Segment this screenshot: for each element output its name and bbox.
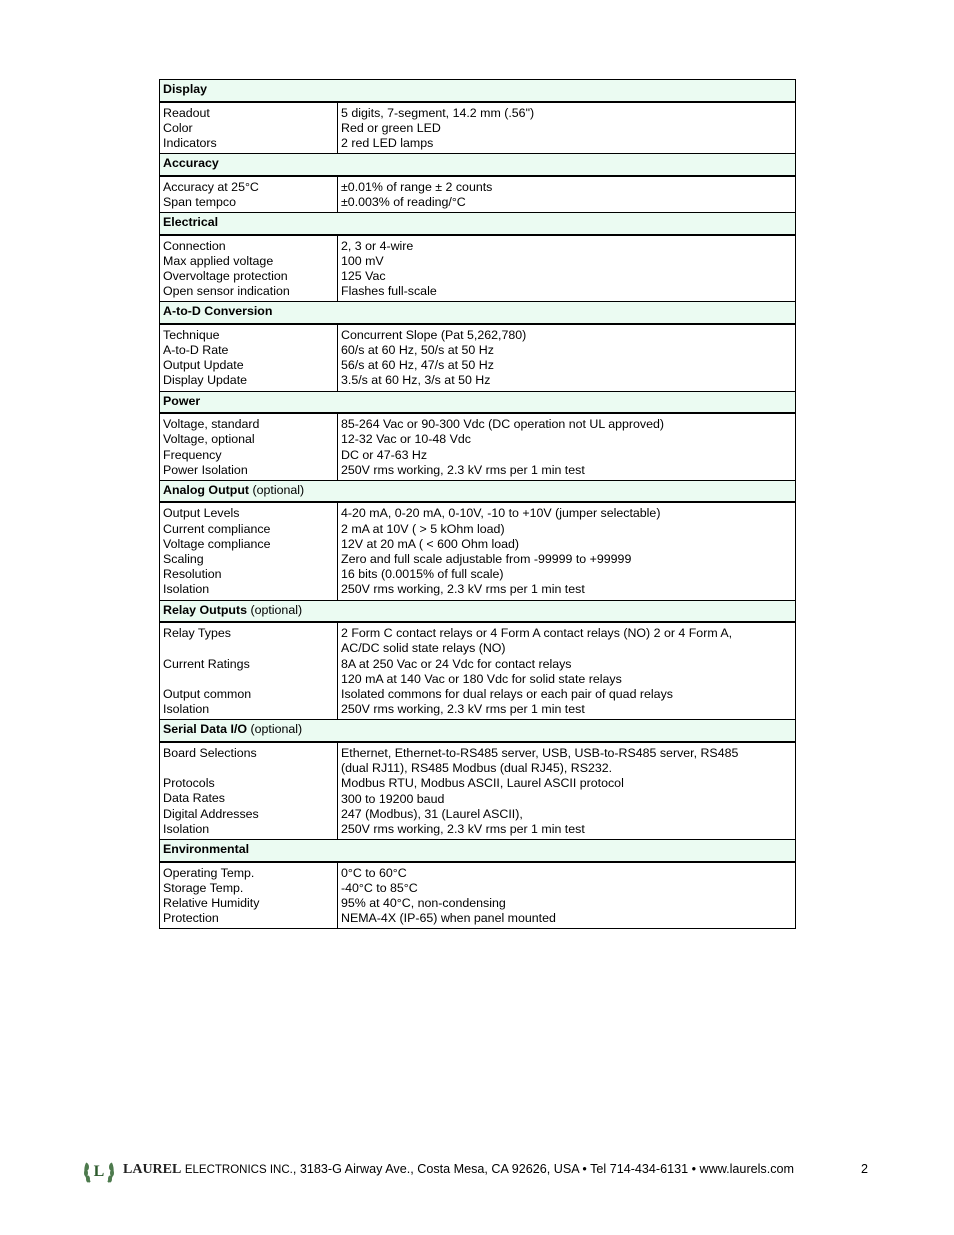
spec-value: 250V rms working, 2.3 kV rms per 1 min test <box>341 582 585 597</box>
spec-value: -40°C to 85°C <box>341 880 418 895</box>
section-title: Power <box>163 393 201 408</box>
spec-value: 120 mA at 140 Vac or 180 Vdc for solid state relays <box>341 671 622 686</box>
section-header <box>160 391 796 413</box>
spec-label: Current compliance <box>163 521 271 536</box>
spec-labels-cell <box>160 862 338 929</box>
page-number: 2 <box>861 1162 869 1176</box>
spec-value: 5 digits, 7-segment, 14.2 mm (.56") <box>341 105 535 120</box>
spec-value: 250V rms working, 2.3 kV rms per 1 min test <box>341 702 585 717</box>
spec-label: Indicators <box>163 135 217 150</box>
spec-value: 3.5/s at 60 Hz, 3/s at 50 Hz <box>341 373 491 388</box>
section-header <box>160 154 796 176</box>
footer-address: , 3183-G Airway Ave., Costa Mesa, CA 92626, USA • Tel 714-434-6131 • www.laurels.com <box>292 1162 795 1176</box>
section-header <box>160 840 796 862</box>
spec-labels-cell <box>160 502 338 600</box>
spec-label: Span tempco <box>163 194 237 209</box>
spec-label: Voltage, optional <box>163 432 255 447</box>
section-header <box>160 302 796 324</box>
section-note: (optional) <box>247 602 303 617</box>
spec-value: 8A at 250 Vac or 24 Vdc for contact relays <box>341 656 572 671</box>
section-title: Accuracy <box>163 156 219 171</box>
section-header-row <box>160 213 796 235</box>
section-header-row <box>160 840 796 862</box>
spec-label: Digital Addresses <box>163 806 259 821</box>
spec-values-cell <box>338 324 796 391</box>
spec-value: 12-32 Vac or 10-48 Vdc <box>341 432 471 447</box>
spec-value: 56/s at 60 Hz, 47/s at 50 Hz <box>341 358 494 373</box>
spec-value: ±0.01% of range ± 2 counts <box>341 179 493 194</box>
spec-value: Flashes full-scale <box>341 284 437 299</box>
spec-values-cell <box>338 862 796 929</box>
spec-label: Output Levels <box>163 506 240 521</box>
spec-value: 4-20 mA, 0-20 mA, 0-10V, -10 to +10V (jumper selectable) <box>341 506 661 521</box>
spec-value: Zero and full scale adjustable from -99999 to +99999 <box>341 552 632 567</box>
spec-value: 2, 3 or 4-wire <box>341 238 414 253</box>
section-header-row <box>160 480 796 502</box>
section-header-row <box>160 600 796 622</box>
spec-value: 2 red LED lamps <box>341 135 434 150</box>
spec-label: Display Update <box>163 373 248 388</box>
section-note: (optional) <box>249 482 305 497</box>
spec-values-cell <box>338 235 796 302</box>
section-header-row <box>160 391 796 413</box>
footer-brand-suffix: ELECTRONICS INC. <box>184 1164 293 1176</box>
section-header <box>160 720 796 742</box>
spec-value: 250V rms working, 2.3 kV rms per 1 min test <box>341 462 585 477</box>
spec-labels-cell <box>160 324 338 391</box>
spec-value: Red or green LED <box>341 120 441 135</box>
spec-value: 247 (Modbus), 31 (Laurel ASCII), <box>341 806 523 821</box>
spec-value: (dual RJ11), RS485 Modbus (dual RJ45), RS232. <box>341 761 613 776</box>
section-title: A-to-D Conversion <box>163 304 273 319</box>
spec-label: Power Isolation <box>163 462 248 477</box>
spec-label: Operating Temp. <box>163 865 255 880</box>
spec-values-cell <box>338 176 796 213</box>
section-header-row <box>160 80 796 102</box>
specifications-body <box>160 80 796 929</box>
spec-label: Data Rates <box>163 791 225 806</box>
spec-label: Relative Humidity <box>163 896 260 911</box>
spec-label: Readout <box>163 105 210 120</box>
spec-label: Board Selections <box>163 745 257 760</box>
spec-label <box>163 641 334 656</box>
spec-value: 2 mA at 10V ( > 5 kOhm load) <box>341 521 505 536</box>
spec-value: 100 mV <box>341 253 384 268</box>
spec-label: Frequency <box>163 447 222 462</box>
spec-values-cell <box>338 102 796 154</box>
spec-values-cell <box>338 742 796 840</box>
spec-value: 0°C to 60°C <box>341 865 407 880</box>
spec-label: Open sensor indication <box>163 284 290 299</box>
section-header <box>160 80 796 102</box>
spec-label: Accuracy at 25°C <box>163 179 259 194</box>
page-footer <box>82 1155 882 1187</box>
spec-values-cell <box>338 622 796 720</box>
section-body-row <box>160 413 796 480</box>
spec-value: 95% at 40°C, non-condensing <box>341 896 506 911</box>
spec-value: Isolated commons for dual relays or each pair of quad relays <box>341 686 673 701</box>
spec-value: 85-264 Vac or 90-300 Vdc (DC operation not UL approved) <box>341 417 665 432</box>
spec-value: Ethernet, Ethernet-to-RS485 server, USB, USB-to-RS485 server, RS485 <box>341 745 739 760</box>
section-body-row <box>160 324 796 391</box>
specifications-table <box>159 79 796 929</box>
section-header-row <box>160 720 796 742</box>
spec-value: 125 Vac <box>341 268 386 283</box>
spec-value: AC/DC solid state relays (NO) <box>341 641 506 656</box>
spec-label: Protocols <box>163 776 215 791</box>
spec-label <box>163 761 334 776</box>
spec-label: Voltage, standard <box>163 417 260 432</box>
spec-value: Concurrent Slope (Pat 5,262,780) <box>341 327 527 342</box>
section-body-row <box>160 235 796 302</box>
section-header <box>160 600 796 622</box>
section-header-row <box>160 302 796 324</box>
spec-label: Connection <box>163 238 226 253</box>
spec-value: 16 bits (0.0015% of full scale) <box>341 567 504 582</box>
spec-value: 300 to 19200 baud <box>341 791 445 806</box>
section-body-row <box>160 862 796 929</box>
section-body-row <box>160 176 796 213</box>
logo-letter: L <box>93 1163 105 1180</box>
spec-label: Output common <box>163 686 252 701</box>
spec-labels-cell <box>160 235 338 302</box>
section-body-row <box>160 102 796 154</box>
spec-label: Storage Temp. <box>163 880 244 895</box>
section-header <box>160 213 796 235</box>
spec-values-cell <box>338 502 796 600</box>
footer-contact <box>123 1162 794 1178</box>
spec-value: 2 Form C contact relays or 4 Form A contact relays (NO) 2 or 4 Form A, <box>341 626 733 641</box>
section-title: Environmental <box>163 842 250 857</box>
section-body-row <box>160 742 796 840</box>
spec-label: Isolation <box>163 702 210 717</box>
section-body-row <box>160 622 796 720</box>
spec-label <box>163 672 334 687</box>
spec-value: Modbus RTU, Modbus ASCII, Laurel ASCII protocol <box>341 776 624 791</box>
spec-label: Color <box>163 120 193 135</box>
spec-label: Isolation <box>163 582 210 597</box>
spec-value: 250V rms working, 2.3 kV rms per 1 min test <box>341 821 585 836</box>
section-body-row <box>160 502 796 600</box>
spec-label: A-to-D Rate <box>163 343 229 358</box>
laurel-logo-icon <box>82 1155 116 1187</box>
spec-labels-cell <box>160 176 338 213</box>
spec-value: DC or 47-63 Hz <box>341 447 428 462</box>
spec-values-cell <box>338 413 796 480</box>
spec-labels-cell <box>160 742 338 840</box>
section-title: Display <box>163 82 208 96</box>
spec-label: Overvoltage protection <box>163 268 288 283</box>
section-title: Analog Output <box>163 482 250 497</box>
spec-label: Current Ratings <box>163 656 250 671</box>
section-title: Relay Outputs <box>163 602 247 617</box>
spec-value: ±0.003% of reading/°C <box>341 194 466 209</box>
section-note: (optional) <box>247 722 303 737</box>
spec-label: Max applied voltage <box>163 253 274 268</box>
spec-label: Voltage compliance <box>163 536 271 551</box>
spec-labels-cell <box>160 413 338 480</box>
spec-label: Resolution <box>163 567 222 582</box>
spec-label: Isolation <box>163 821 210 836</box>
spec-value: 60/s at 60 Hz, 50/s at 50 Hz <box>341 343 494 358</box>
spec-labels-cell <box>160 102 338 154</box>
spec-label: Technique <box>163 327 220 342</box>
spec-label: Relay Types <box>163 626 231 641</box>
footer-brand: LAUREL <box>123 1162 182 1177</box>
spec-label: Protection <box>163 911 219 926</box>
section-title: Serial Data I/O <box>163 722 248 737</box>
spec-value: 12V at 20 mA ( < 600 Ohm load) <box>341 536 520 551</box>
spec-label: Output Update <box>163 358 244 373</box>
spec-label: Scaling <box>163 552 204 567</box>
section-header-row <box>160 154 796 176</box>
section-title: Electrical <box>163 215 219 230</box>
spec-value: NEMA-4X (IP-65) when panel mounted <box>341 911 556 926</box>
spec-labels-cell <box>160 622 338 720</box>
section-header <box>160 480 796 502</box>
